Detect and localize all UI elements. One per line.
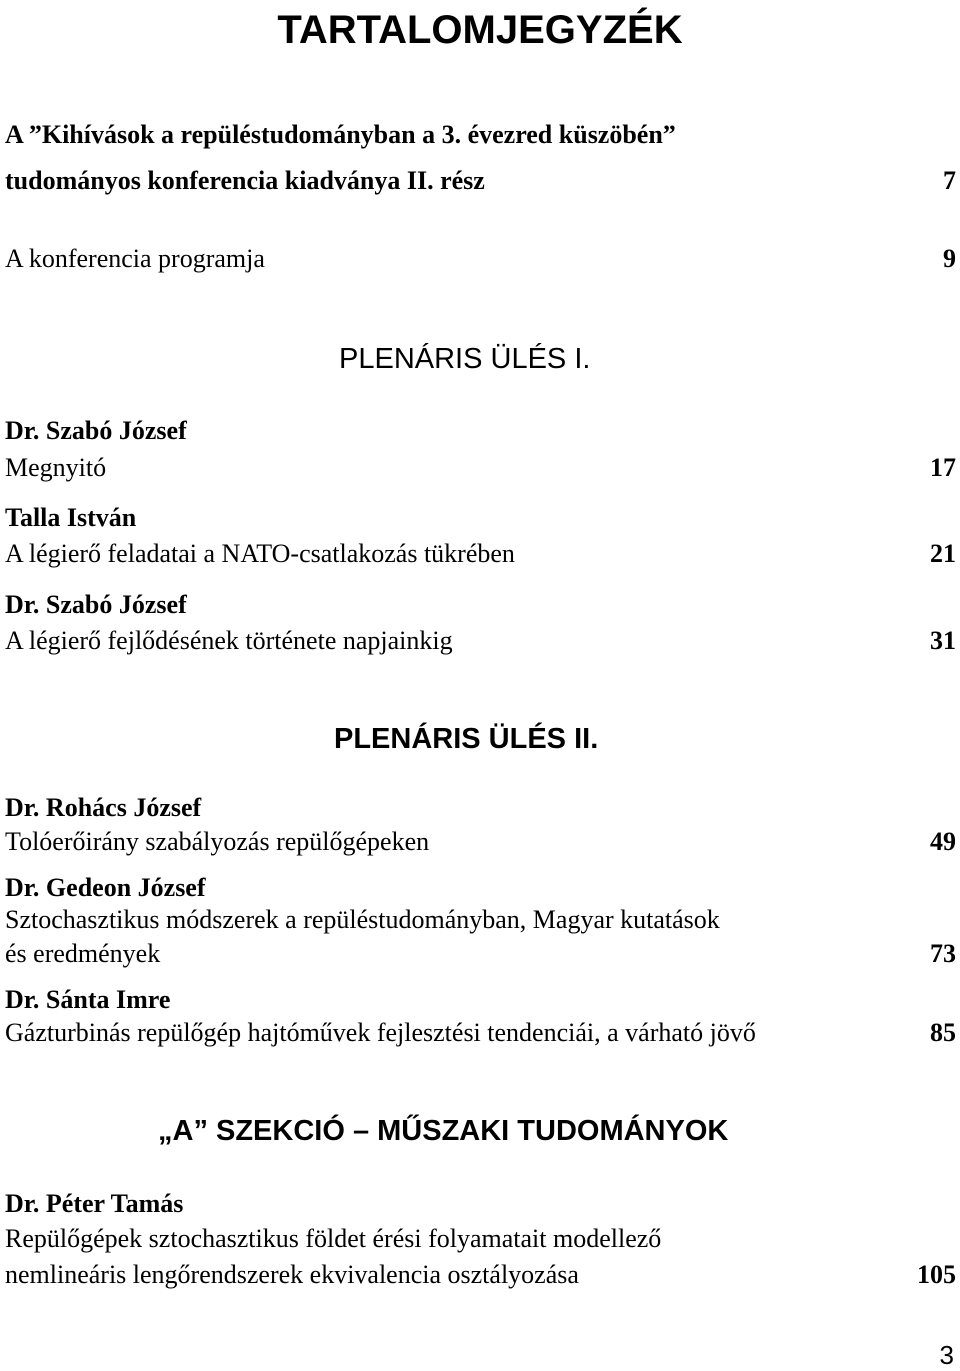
program-label: A konferencia programja: [5, 244, 265, 273]
entry-author: Dr. Péter Tamás: [5, 1189, 184, 1218]
intro-line-1: A ”Kihívások a repüléstudományban a 3. évezred küszöbén”: [5, 120, 676, 149]
entry-page: 85: [930, 1018, 956, 1047]
section-heading-szekcio-a: „A” SZEKCIÓ – MŰSZAKI TUDOMÁNYOK: [158, 1115, 729, 1147]
entry-title: A légierő fejlődésének története napjainkig: [5, 626, 453, 655]
entry-title: Repülőgépek sztochasztikus földet érési folyamatait modellező: [5, 1224, 662, 1253]
entry-page: 17: [930, 453, 956, 482]
entry-page: 49: [930, 827, 956, 856]
entry-author: Dr. Gedeon József: [5, 873, 206, 902]
entry-author: Dr. Szabó József: [5, 590, 187, 619]
intro-line-2: tudományos konferencia kiadványa II. rész: [5, 166, 485, 195]
entry-title-continued: és eredmények: [5, 939, 161, 968]
entry-title: Sztochasztikus módszerek a repüléstudományban, Magyar kutatások: [5, 905, 720, 934]
entry-page: 73: [930, 939, 956, 968]
entry-author: Dr. Szabó József: [5, 416, 187, 445]
entry-author: Dr. Rohács József: [5, 793, 202, 822]
entry-title: Gázturbinás repülőgép hajtóművek fejlesztési tendenciái, a várható jövő: [5, 1018, 756, 1047]
entry-page: 31: [930, 626, 956, 655]
entry-author: Dr. Sánta Imre: [5, 985, 171, 1014]
entry-title: Tolóerőirány szabályozás repülőgépeken: [5, 827, 430, 856]
entry-title: A légierő feladatai a NATO-csatlakozás tükrében: [5, 539, 515, 568]
page-title: TARTALOMJEGYZÉK: [277, 8, 683, 52]
section-heading-plenaris-2: PLENÁRIS ÜLÉS II.: [334, 723, 599, 755]
program-page: 9: [943, 244, 956, 273]
section-heading-plenaris-1: PLENÁRIS ÜLÉS I.: [339, 343, 591, 375]
entry-title-continued: nemlineáris lengőrendszerek ekvivalencia osztályozása: [5, 1260, 579, 1289]
entry-page: 21: [930, 539, 956, 568]
entry-title: Megnyitó: [5, 453, 107, 482]
intro-page: 7: [943, 166, 956, 195]
entry-page: 105: [917, 1260, 956, 1289]
entry-author: Talla István: [5, 503, 137, 532]
page-number: 3: [939, 1340, 954, 1370]
